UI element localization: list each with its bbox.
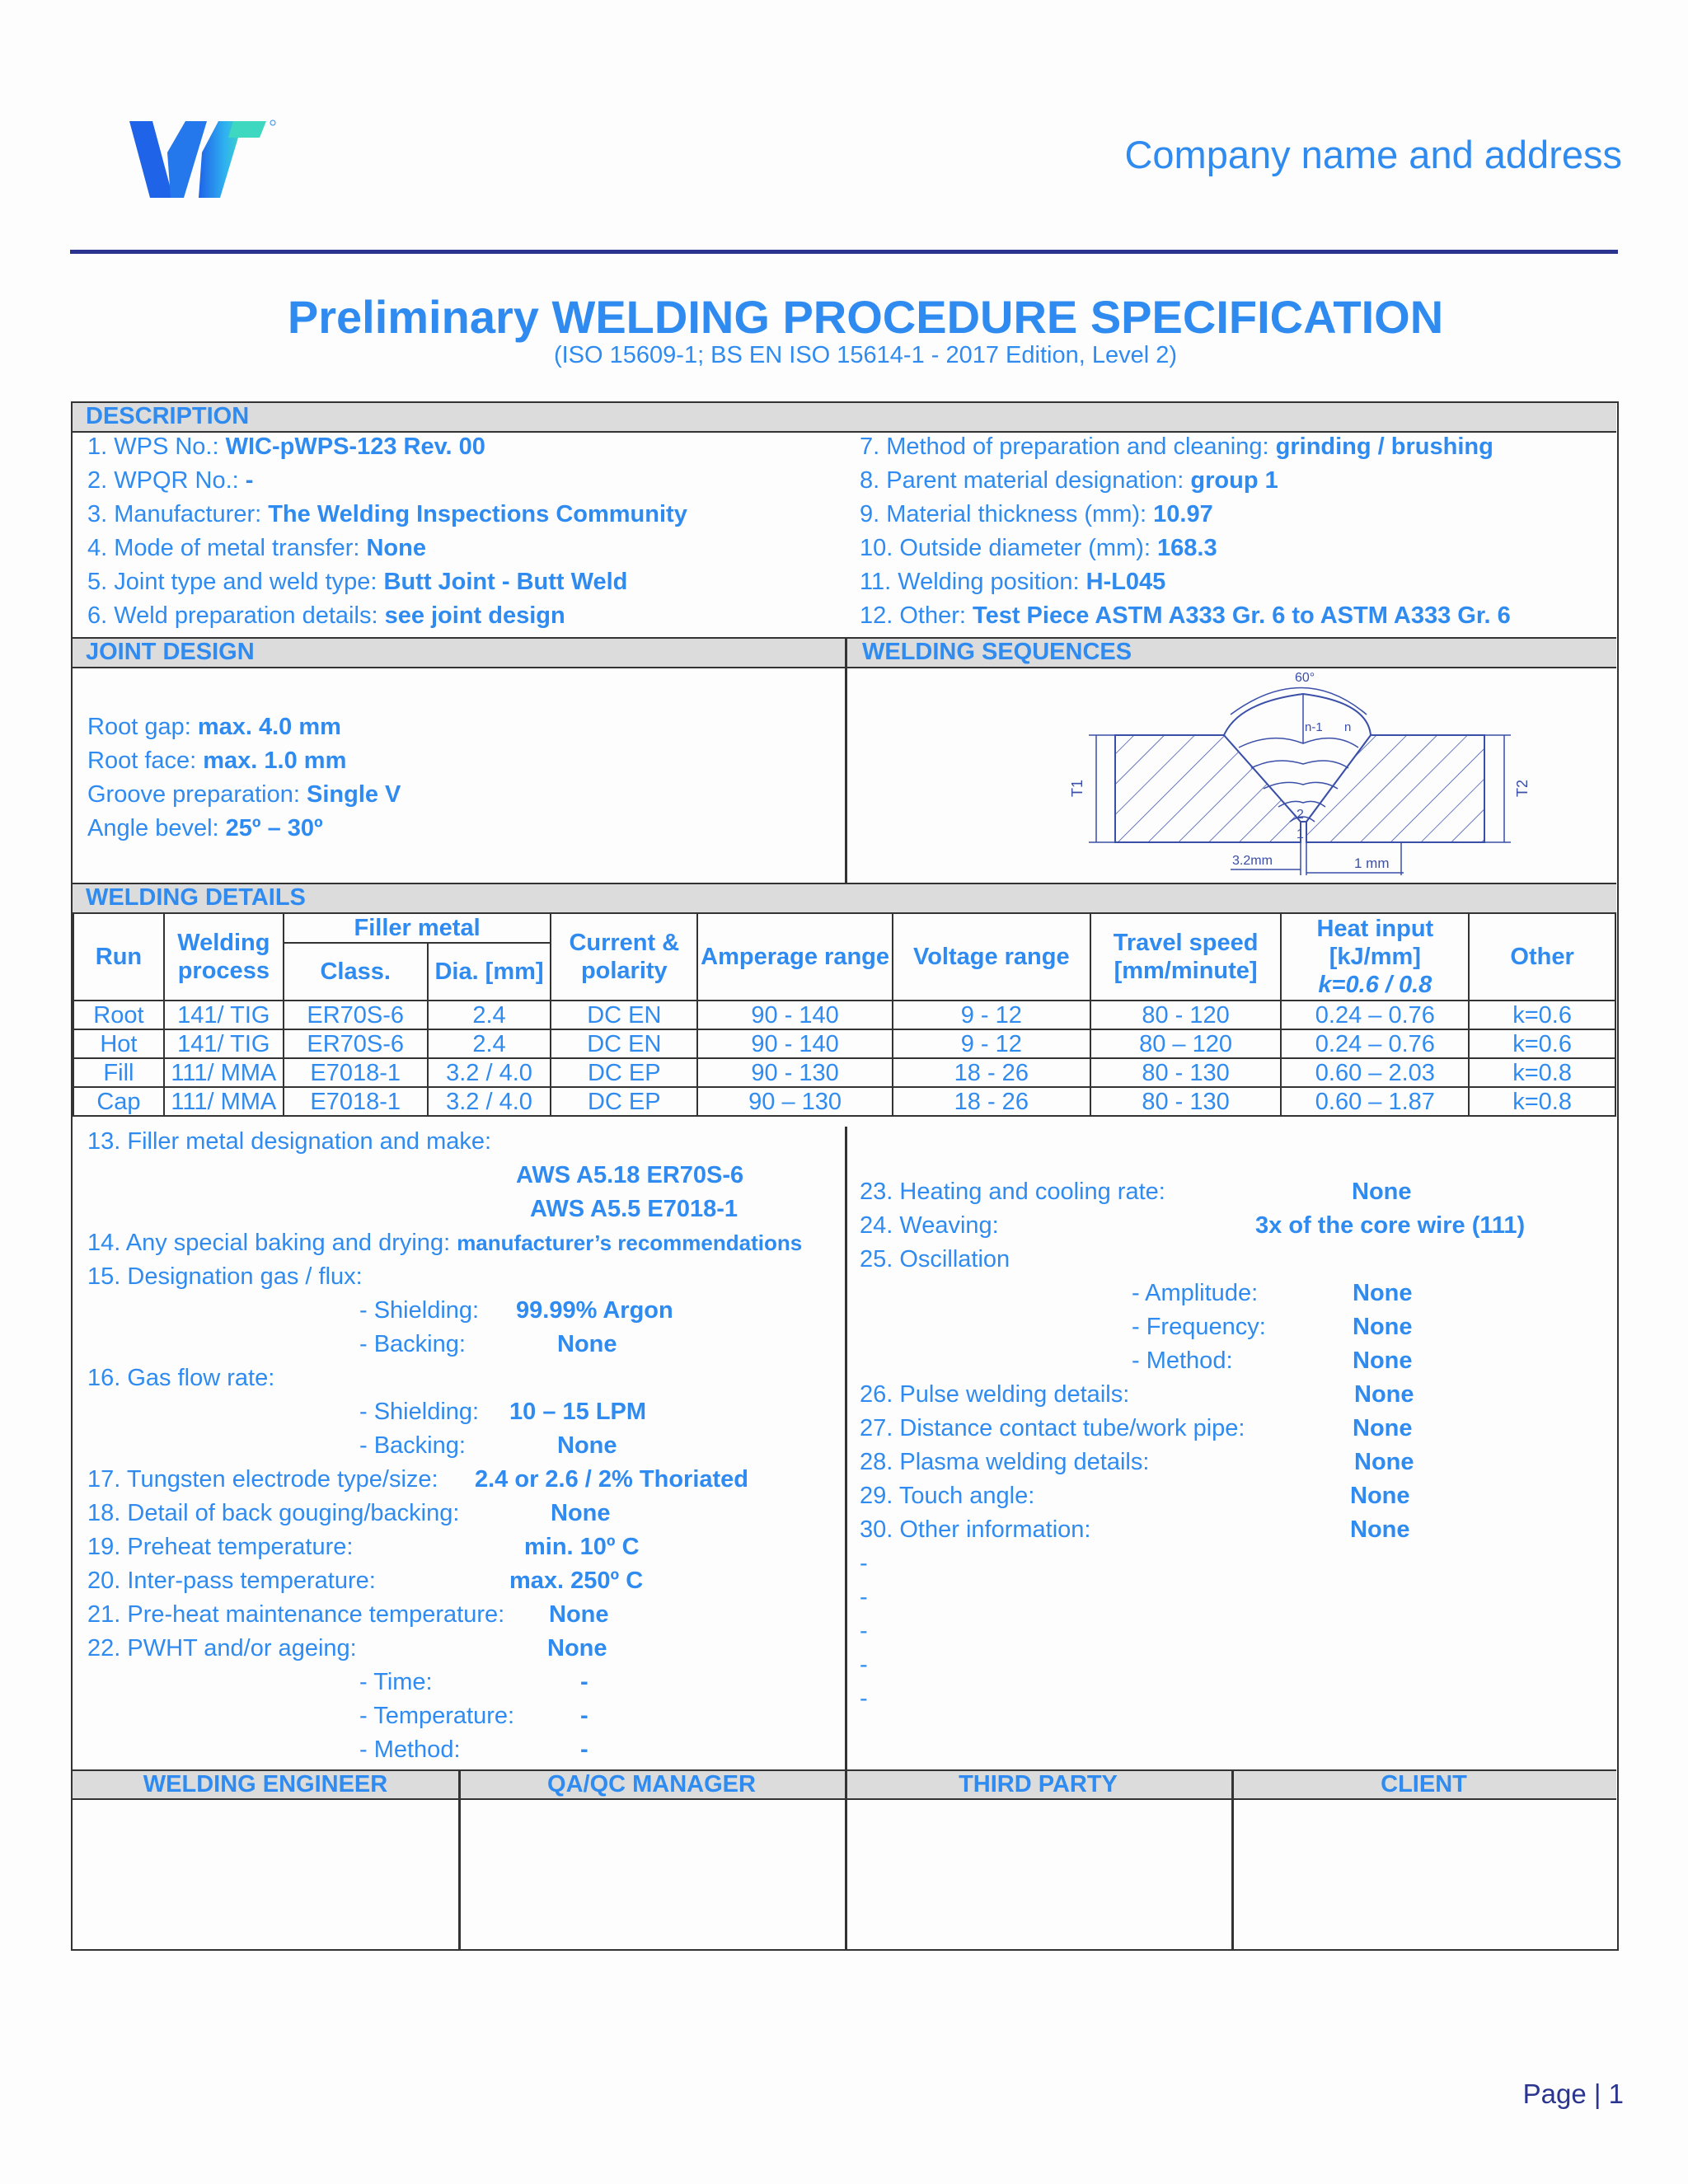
cell-travel: 80 - 120: [1090, 1001, 1282, 1029]
document-subtitle: (ISO 15609-1; BS EN ISO 15614-1 - 2017 Edition, Level 2): [553, 342, 1178, 368]
pwht-value: None: [547, 1635, 607, 1661]
cell-run: Cap: [73, 1087, 164, 1116]
preheat-value: min. 10º C: [524, 1534, 640, 1560]
interpass-label: 20. Inter-pass temperature:: [87, 1568, 376, 1594]
interpass-value: max. 250º C: [509, 1568, 644, 1594]
lower-divider: [845, 1127, 847, 1771]
signature-client: CLIENT: [1381, 1771, 1467, 1797]
joint-type-field: 5. Joint type and weld type: Butt Joint - Butt Weld: [87, 569, 628, 595]
welding-details-header: WELDING DETAILS: [73, 883, 1616, 914]
gas-backing-value: None: [557, 1331, 617, 1357]
joint-design-header: JOINT DESIGN: [86, 639, 255, 665]
cell-dia: 2.4: [428, 1029, 551, 1058]
col-heat-input: Heat input [kJ/mm] k=0.6 / 0.8: [1281, 913, 1469, 1001]
weaving-value: 3x of the core wire (111): [1255, 1212, 1526, 1239]
pulse-welding-value: None: [1354, 1381, 1414, 1408]
cell-dia: 3.2 / 4.0: [428, 1058, 551, 1087]
other-field: 12. Other: Test Piece ASTM A333 Gr. 6 to ASTM A333 Gr. 6: [860, 602, 1511, 629]
cell-process: 111/ MMA: [164, 1087, 284, 1116]
cell-other: k=0.6: [1469, 1001, 1615, 1029]
other-information-value: None: [1350, 1516, 1410, 1543]
angle-bevel-field: Angle bevel: 25º – 30º: [87, 815, 323, 841]
wps-form: [71, 401, 1619, 1951]
col-process: Welding process: [164, 913, 284, 1001]
filler-designation-label: 13. Filler metal designation and make:: [87, 1128, 492, 1155]
heating-cooling-value: None: [1352, 1179, 1412, 1205]
face-dimension-label: 1 mm: [1354, 855, 1390, 871]
company-name: Company name and address: [1124, 133, 1622, 176]
filler-designation-value-1: AWS A5.18 ER70S-6: [516, 1162, 744, 1188]
gas-shielding-label: - Shielding:: [359, 1297, 480, 1324]
oscillation-method-label: - Method:: [1132, 1347, 1233, 1374]
gas-flow-label: 16. Gas flow rate:: [87, 1365, 275, 1391]
tungsten-value: 2.4 or 2.6 / 2% Thoriated: [475, 1466, 748, 1493]
t1-label: T1: [1069, 779, 1085, 797]
right-parameters: [860, 1143, 1601, 1769]
header-divider: [70, 250, 1618, 254]
signature-divider: [458, 1769, 461, 1949]
cell-amperage: 90 - 130: [697, 1058, 893, 1087]
thickness-field: 9. Material thickness (mm): 10.97: [860, 501, 1213, 527]
cell-current: DC EP: [551, 1087, 697, 1116]
welding-details-table: [73, 912, 1616, 1117]
baking-drying-field: 14. Any special baking and drying: manufacturer’s recommendations: [87, 1230, 803, 1256]
other-information-label: 30. Other information:: [860, 1516, 1091, 1543]
document-title: Preliminary WELDING PROCEDURE SPECIFICATION: [287, 291, 1444, 343]
back-gouging-label: 18. Detail of back gouging/backing:: [87, 1500, 460, 1526]
signature-qa-qc-manager: QA/QC MANAGER: [547, 1771, 756, 1797]
wpqr-no-field: 2. WPQR No.: -: [87, 467, 254, 494]
gas-backing-label: - Backing:: [359, 1331, 466, 1357]
flow-shielding-label: - Shielding:: [359, 1399, 480, 1425]
col-other: Other: [1469, 913, 1615, 1001]
cell-other: k=0.8: [1469, 1087, 1615, 1116]
oscillation-amplitude-label: - Amplitude:: [1132, 1280, 1259, 1306]
flow-backing-value: None: [557, 1432, 617, 1459]
pwht-method-value: -: [580, 1736, 588, 1763]
cell-heat: 0.24 – 0.76: [1281, 1029, 1469, 1058]
table-row: [73, 1029, 1615, 1058]
welding-position-field: 11. Welding position: H-L045: [860, 569, 1166, 595]
cell-voltage: 18 - 26: [893, 1087, 1090, 1116]
pwht-time-label: - Time:: [359, 1669, 433, 1695]
cell-class: ER70S-6: [284, 1001, 428, 1029]
cell-heat: 0.60 – 1.87: [1281, 1087, 1469, 1116]
col-travel: Travel speed [mm/minute]: [1090, 913, 1282, 1001]
table-row: [73, 1087, 1615, 1116]
back-gouging-value: None: [551, 1500, 611, 1526]
preheat-maintenance-value: None: [549, 1601, 609, 1628]
contact-tube-value: None: [1353, 1415, 1413, 1441]
angle-label: 60°: [1295, 671, 1315, 685]
blank-line: -: [860, 1652, 868, 1678]
blank-line: -: [860, 1550, 868, 1577]
cell-voltage: 9 - 12: [893, 1029, 1090, 1058]
cell-dia: 2.4: [428, 1001, 551, 1029]
wps-no-field: 1. WPS No.: WIC-pWPS-123 Rev. 00: [87, 434, 485, 460]
column-divider: [845, 637, 847, 884]
gap-dimension-label: 3.2mm: [1232, 854, 1273, 868]
cell-dia: 3.2 / 4.0: [428, 1087, 551, 1116]
blank-line: -: [860, 1685, 868, 1712]
gas-flux-label: 15. Designation gas / flux:: [87, 1263, 363, 1290]
t2-label: T2: [1514, 779, 1531, 797]
oscillation-frequency-value: None: [1353, 1314, 1413, 1340]
pwht-label: 22. PWHT and/or ageing:: [87, 1635, 357, 1661]
company-logo: [128, 120, 276, 202]
col-current: Current & polarity: [551, 913, 697, 1001]
table-row: [73, 1058, 1615, 1087]
blank-line: -: [860, 1584, 868, 1610]
pwht-method-label: - Method:: [359, 1736, 461, 1763]
col-class: Class.: [284, 943, 428, 1001]
weld-prep-field: 6. Weld preparation details: see joint design: [87, 602, 565, 629]
cell-process: 141/ TIG: [164, 1029, 284, 1058]
cell-other: k=0.6: [1469, 1029, 1615, 1058]
gas-shielding-value: 99.99% Argon: [516, 1297, 673, 1324]
description-header: DESCRIPTION: [73, 403, 1616, 433]
manufacturer-field: 3. Manufacturer: The Welding Inspections Community: [87, 501, 687, 527]
signature-divider: [1231, 1769, 1234, 1949]
cell-current: DC EN: [551, 1001, 697, 1029]
col-amperage: Amperage range: [697, 913, 893, 1001]
cell-other: k=0.8: [1469, 1058, 1615, 1087]
cell-run: Hot: [73, 1029, 164, 1058]
cell-current: DC EN: [551, 1029, 697, 1058]
outside-diameter-field: 10. Outside diameter (mm): 168.3: [860, 535, 1217, 561]
col-dia: Dia. [mm]: [428, 943, 551, 1001]
col-voltage: Voltage range: [893, 913, 1090, 1001]
heating-cooling-label: 23. Heating and cooling rate:: [860, 1179, 1165, 1205]
pass-label-n-1: n-1: [1305, 720, 1323, 734]
oscillation-method-value: None: [1353, 1347, 1413, 1374]
cell-process: 141/ TIG: [164, 1001, 284, 1029]
preparation-method-field: 7. Method of preparation and cleaning: grinding / brushing: [860, 434, 1493, 460]
col-filler-metal: Filler metal: [284, 913, 551, 943]
weld-sequence-diagram: [992, 665, 1568, 881]
blank-line: -: [860, 1618, 868, 1644]
col-run: Run: [73, 913, 164, 1001]
signature-divider: [845, 1769, 847, 1949]
welding-sequences-header: WELDING SEQUENCES: [862, 639, 1132, 665]
touch-angle-value: None: [1350, 1483, 1410, 1509]
table-row: [73, 1001, 1615, 1029]
cell-class: E7018-1: [284, 1058, 428, 1087]
contact-tube-label: 27. Distance contact tube/work pipe:: [860, 1415, 1245, 1441]
cell-amperage: 90 - 140: [697, 1001, 893, 1029]
oscillation-amplitude-value: None: [1353, 1280, 1413, 1306]
pass-label-1: 1: [1296, 827, 1304, 841]
cell-travel: 80 - 130: [1090, 1058, 1282, 1087]
metal-transfer-field: 4. Mode of metal transfer: None: [87, 535, 426, 561]
root-gap-field: Root gap: max. 4.0 mm: [87, 714, 341, 740]
left-parameters: [87, 1127, 837, 1769]
preheat-maintenance-label: 21. Pre-heat maintenance temperature:: [87, 1601, 505, 1628]
cell-travel: 80 – 120: [1090, 1029, 1282, 1058]
pwht-temperature-value: -: [580, 1703, 588, 1729]
signature-welding-engineer: WELDING ENGINEER: [143, 1771, 388, 1797]
pwht-temperature-label: - Temperature:: [359, 1703, 515, 1729]
preheat-label: 19. Preheat temperature:: [87, 1534, 354, 1560]
groove-prep-field: Groove preparation: Single V: [87, 781, 401, 808]
cell-class: E7018-1: [284, 1087, 428, 1116]
pass-label-2: 2: [1296, 808, 1304, 822]
cell-run: Root: [73, 1001, 164, 1029]
cell-current: DC EP: [551, 1058, 697, 1087]
root-face-field: Root face: max. 1.0 mm: [87, 748, 347, 774]
cell-heat: 0.60 – 2.03: [1281, 1058, 1469, 1087]
cell-run: Fill: [73, 1058, 164, 1087]
tungsten-label: 17. Tungsten electrode type/size:: [87, 1466, 438, 1493]
flow-shielding-value: 10 – 15 LPM: [509, 1399, 647, 1425]
touch-angle-label: 29. Touch angle:: [860, 1483, 1035, 1509]
oscillation-label: 25. Oscillation: [860, 1246, 1010, 1272]
weaving-label: 24. Weaving:: [860, 1212, 999, 1239]
filler-designation-value-2: AWS A5.5 E7018-1: [530, 1196, 738, 1222]
cell-travel: 80 - 130: [1090, 1087, 1282, 1116]
cell-heat: 0.24 – 0.76: [1281, 1001, 1469, 1029]
cell-voltage: 9 - 12: [893, 1001, 1090, 1029]
cell-process: 111/ MMA: [164, 1058, 284, 1087]
pass-label-n: n: [1344, 720, 1352, 734]
parent-material-field: 8. Parent material designation: group 1: [860, 467, 1278, 494]
cell-amperage: 90 - 140: [697, 1029, 893, 1058]
wic-logo-icon: [128, 120, 276, 202]
cell-voltage: 18 - 26: [893, 1058, 1090, 1087]
plasma-welding-label: 28. Plasma welding details:: [860, 1449, 1150, 1475]
cell-amperage: 90 – 130: [697, 1087, 893, 1116]
cell-class: ER70S-6: [284, 1029, 428, 1058]
signature-third-party: THIRD PARTY: [959, 1771, 1118, 1797]
pulse-welding-label: 26. Pulse welding details:: [860, 1381, 1130, 1408]
page-number: Page | 1: [1522, 2079, 1624, 2109]
plasma-welding-value: None: [1354, 1449, 1414, 1475]
oscillation-frequency-label: - Frequency:: [1132, 1314, 1266, 1340]
flow-backing-label: - Backing:: [359, 1432, 466, 1459]
pwht-time-value: -: [580, 1669, 588, 1695]
